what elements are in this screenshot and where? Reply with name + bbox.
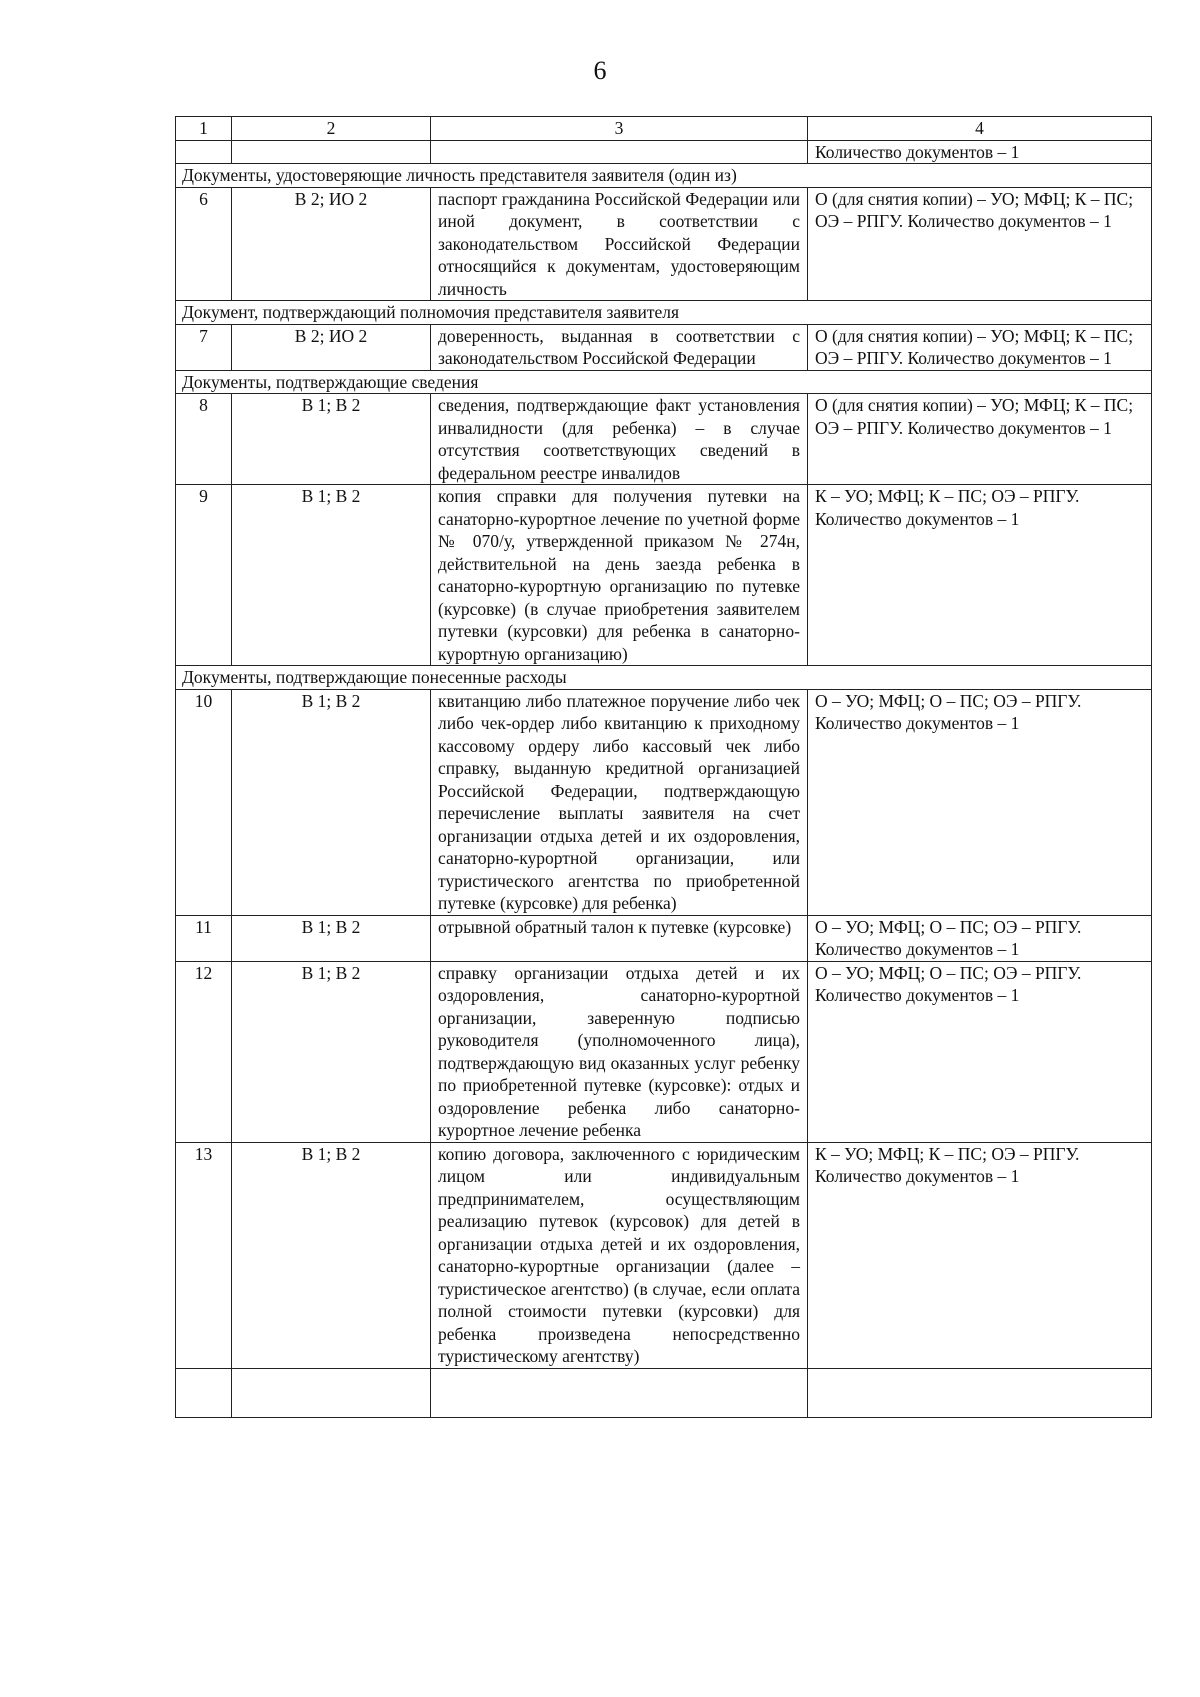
cell-code: В 1; В 2: [232, 689, 431, 915]
cell-desc: доверенность, выданная в соответствии с законодательством Российской Федерации: [431, 324, 808, 370]
section-title: Документы, удостоверяющие личность представителя заявителя (один из): [176, 164, 1152, 188]
table-row: [176, 915, 1152, 961]
cell-desc: [431, 140, 808, 164]
cell-submission: О (для снятия копии) – УО; МФЦ; К – ПС; ОЭ – РПГУ. Количество документов – 1: [808, 187, 1152, 301]
empty-row: [176, 1368, 1152, 1417]
cell-num: 10: [176, 689, 232, 915]
cell-desc: отрывной обратный талон к путевке (курсовке): [431, 915, 808, 961]
cell-num: 13: [176, 1142, 232, 1368]
section-title: Документ, подтверждающий полномочия представителя заявителя: [176, 301, 1152, 325]
cell-submission: О (для снятия копии) – УО; МФЦ; К – ПС; ОЭ – РПГУ. Количество документов – 1: [808, 394, 1152, 485]
cell-num: [176, 140, 232, 164]
column-header: 1: [176, 117, 232, 141]
page-number: 6: [593, 56, 607, 85]
table-row: [176, 689, 1152, 915]
cell-num: 9: [176, 485, 232, 666]
section-row: [176, 301, 1152, 325]
section-title: Документы, подтверждающие понесенные расходы: [176, 666, 1152, 690]
cell-code: В 1; В 2: [232, 485, 431, 666]
section-row: [176, 370, 1152, 394]
table-row: [176, 1142, 1152, 1368]
table-row: [176, 324, 1152, 370]
column-header: 3: [431, 117, 808, 141]
cell-desc: [431, 1368, 808, 1417]
cell-num: 12: [176, 961, 232, 1142]
cell-code: [232, 1368, 431, 1417]
cell-code: [232, 140, 431, 164]
cell-desc: копия справки для получения путевки на санаторно-курортное лечение по учетной форме № 070/у, утвержденной приказом № 274н, действительной на день заезда ребенка в санаторно-курортную организацию по путевке (курсовке) (в случае приобретения заявителем путевки (курсовки) для ребенка в санаторно-курортную организацию): [431, 485, 808, 666]
column-header: 4: [808, 117, 1152, 141]
documents-table: [175, 116, 1152, 1418]
cell-num: [176, 1368, 232, 1417]
cell-desc: паспорт гражданина Российской Федерации или иной документ, в соответствии с законодательством Российской Федерации относящийся к документам, удостоверяющим личность: [431, 187, 808, 301]
cell-desc: квитанцию либо платежное поручение либо чек либо чек-ордер либо квитанцию к приходному кассовому ордеру либо кассовый чек либо справку, выданную кредитной организацией Российской Федерации, подтверждающую перечисление выплаты заявителя на счет организации отдыха детей и их оздоровления, санаторно-курортной организации, или туристического агентства по приобретенной путевке (курсовке) для ребенка): [431, 689, 808, 915]
cell-desc: справку организации отдыха детей и их оздоровления, санаторно-курортной организации, заверенную подписью руководителя (уполномоченного лица), подтверждающую вид оказанных услуг ребенку по приобретенной путевке (курсовке): отдых и оздоровление ребенка либо санаторно-курортное лечение ребенка: [431, 961, 808, 1142]
section-row: [176, 164, 1152, 188]
table-row: [176, 394, 1152, 485]
cell-num: 11: [176, 915, 232, 961]
table-row: [176, 187, 1152, 301]
cell-code: В 1; В 2: [232, 961, 431, 1142]
cell-desc: копию договора, заключенного с юридическим лицом или индивидуальным предпринимателем, осуществляющим реализацию путевок (курсовок) для детей в организации отдыха детей и их оздоровления, санаторно-курортные организации (далее – туристическое агентство) (в случае, если оплата полной стоимости путевки (курсовки) для ребенка произведена непосредственно туристическому агентству): [431, 1142, 808, 1368]
cell-code: В 1; В 2: [232, 915, 431, 961]
section-row: [176, 666, 1152, 690]
cell-submission: О (для снятия копии) – УО; МФЦ; К – ПС; ОЭ – РПГУ. Количество документов – 1: [808, 324, 1152, 370]
cell-submission: [808, 1368, 1152, 1417]
table-header-row: [176, 117, 1152, 141]
cell-submission: О – УО; МФЦ; О – ПС; ОЭ – РПГУ. Количество документов – 1: [808, 915, 1152, 961]
cell-code: В 1; В 2: [232, 1142, 431, 1368]
cell-code: В 2; ИО 2: [232, 187, 431, 301]
cell-submission: К – УО; МФЦ; К – ПС; ОЭ – РПГУ. Количество документов – 1: [808, 1142, 1152, 1368]
table-row: [176, 485, 1152, 666]
cell-submission: О – УО; МФЦ; О – ПС; ОЭ – РПГУ. Количество документов – 1: [808, 961, 1152, 1142]
cell-code: В 2; ИО 2: [232, 324, 431, 370]
cell-num: 6: [176, 187, 232, 301]
cell-num: 7: [176, 324, 232, 370]
cell-submission: О – УО; МФЦ; О – ПС; ОЭ – РПГУ. Количество документов – 1: [808, 689, 1152, 915]
cell-desc: сведения, подтверждающие факт установления инвалидности (для ребенка) – в случае отсутствия соответствующих сведений в федеральном реестре инвалидов: [431, 394, 808, 485]
cell-num: 8: [176, 394, 232, 485]
section-title: Документы, подтверждающие сведения: [176, 370, 1152, 394]
column-header: 2: [232, 117, 431, 141]
table-row: [176, 961, 1152, 1142]
continued-row: [176, 140, 1152, 164]
cell-submission: К – УО; МФЦ; К – ПС; ОЭ – РПГУ. Количество документов – 1: [808, 485, 1152, 666]
cell-code: В 1; В 2: [232, 394, 431, 485]
cell-submission: Количество документов – 1: [808, 140, 1152, 164]
